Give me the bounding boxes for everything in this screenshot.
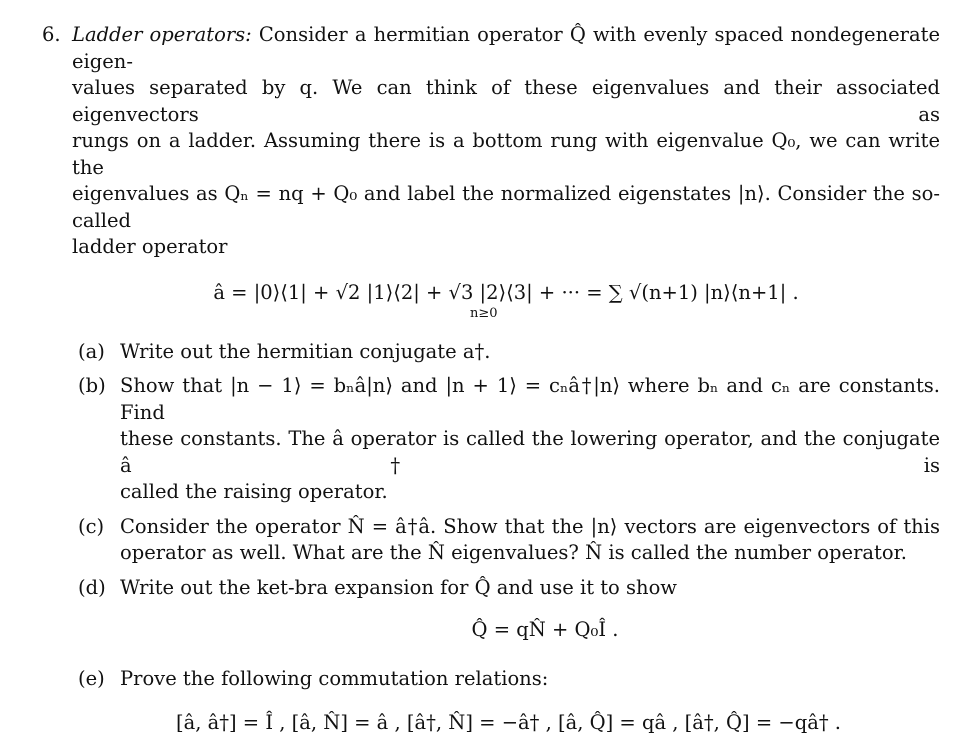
part-e-label: (e) bbox=[78, 666, 105, 690]
problem-intro bbox=[42, 22, 940, 261]
part-a bbox=[78, 339, 940, 366]
part-b-label: (b) bbox=[78, 374, 106, 397]
part-c bbox=[78, 514, 940, 567]
problem-parts bbox=[42, 339, 940, 737]
problem-title: Ladder operators: bbox=[72, 23, 252, 46]
part-d-line-1: Write out the ket-bra expansion for Q̂ and use it to show bbox=[120, 575, 677, 599]
problem-6 bbox=[42, 22, 940, 737]
part-d-equation: Q̂ = qN̂ + Q₀Î . bbox=[471, 618, 619, 641]
part-e bbox=[78, 666, 940, 693]
part-c-label: (c) bbox=[78, 514, 105, 538]
intro-line-5: ladder operator bbox=[72, 235, 228, 258]
intro-line-1 bbox=[72, 22, 940, 75]
problem-number: 6. bbox=[42, 23, 61, 46]
part-b-line-3: called the raising operator. bbox=[120, 480, 388, 503]
intro-line-4: eigenvalues as Qₙ = nq + Q₀ and label the normalized eigenstates |n⟩. Consider the so-called bbox=[72, 182, 940, 232]
part-b-line-1: Show that |n − 1⟩ = bₙâ|n⟩ and |n + 1⟩ = cₙâ†|n⟩ where bₙ and cₙ are constants. Find bbox=[120, 374, 940, 424]
part-c-line-2: operator as well. What are the N̂ eigenvalues? N̂ is called the number operator. bbox=[120, 541, 907, 564]
part-b-line-2: these constants. The â operator is called the lowering operator, and the conjugate â† is bbox=[120, 427, 940, 477]
intro-line-2: values separated by q. We can think of these eigenvalues and their associated eigenvectors as bbox=[72, 76, 940, 126]
ladder-operator-equation bbox=[42, 279, 940, 321]
ladder-equation-text: â = |0⟩⟨1| + √2 |1⟩⟨2| + √3 |2⟩⟨3| + ··· = ∑ √(n+1) |n⟩⟨n+1| . bbox=[213, 280, 799, 304]
part-c-line-1: Consider the operator N̂ = â†â. Show that the |n⟩ vectors are eigenvectors of this bbox=[120, 514, 940, 538]
part-d-label: (d) bbox=[78, 575, 106, 599]
part-a-label: (a) bbox=[78, 339, 105, 363]
part-d bbox=[78, 575, 940, 644]
part-e-line-1: Prove the following commutation relations: bbox=[120, 666, 549, 690]
intro-text-1: Consider a hermitian operator Q̂ with evenly spaced nondegenerate eigen- bbox=[72, 23, 940, 73]
intro-line-3: rungs on a ladder. Assuming there is a bottom rung with eigenvalue Q₀, we can write the bbox=[72, 129, 940, 179]
part-a-line-1: Write out the hermitian conjugate a†. bbox=[120, 339, 491, 363]
part-b bbox=[78, 373, 940, 506]
commutation-relations: [â, â†] = Î , [â, N̂] = â , [â†, N̂] = −â† , [â, Q̂] = qâ , [â†, Q̂] = −qâ† . bbox=[176, 711, 841, 734]
ladder-sum-range: n≥0 bbox=[470, 305, 498, 321]
